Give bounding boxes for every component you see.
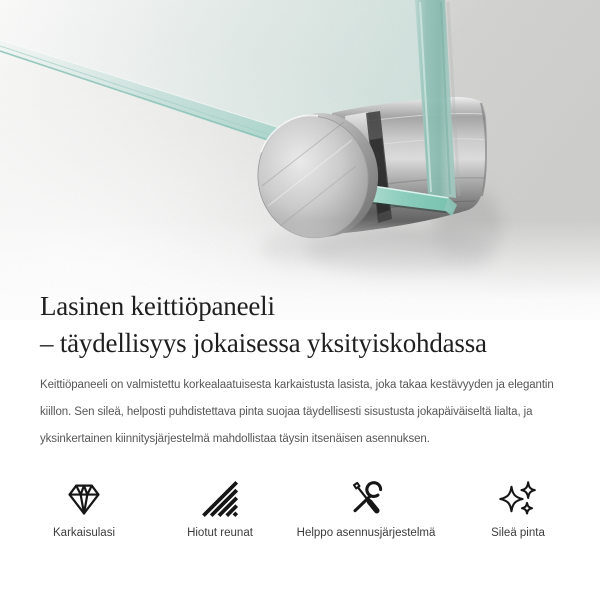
feature-label: Sileä pinta (491, 527, 545, 539)
diamond-icon (64, 479, 104, 519)
page-title (40, 288, 487, 362)
page-title-line2: – täydellisyys jokaisessa yksityiskohdassa (40, 328, 487, 358)
body-text: Keittiöpaneeli on valmistettu korkealaatuisesta karkaistusta lasista, joka takaa kestävyyden ja elegantin kiillon. Sen sileä, helposti puhdistettava pinta suojaa täydellisesti sisustusta jokapäiväiseltä lialta, ja yksinkertainen kiinnitysjärjestelmä mahdollistaa täysin itsenäisen asennuksen. (40, 379, 554, 445)
tools-icon (346, 479, 386, 519)
feature-tempered-glass (53, 479, 115, 539)
page-title-line1: Lasinen keittiöpaneeli (40, 291, 275, 321)
feature-label: Karkaisulasi (53, 527, 115, 539)
sparkles-icon (498, 479, 538, 519)
feature-polished-edges (187, 479, 253, 539)
feature-smooth-surface (491, 479, 545, 539)
feature-label: Helppo asennusjärjestelmä (296, 527, 436, 539)
polished-edges-icon (200, 479, 240, 519)
feature-easy-mounting (297, 479, 436, 539)
feature-label: Hiotut reunat (187, 527, 253, 539)
